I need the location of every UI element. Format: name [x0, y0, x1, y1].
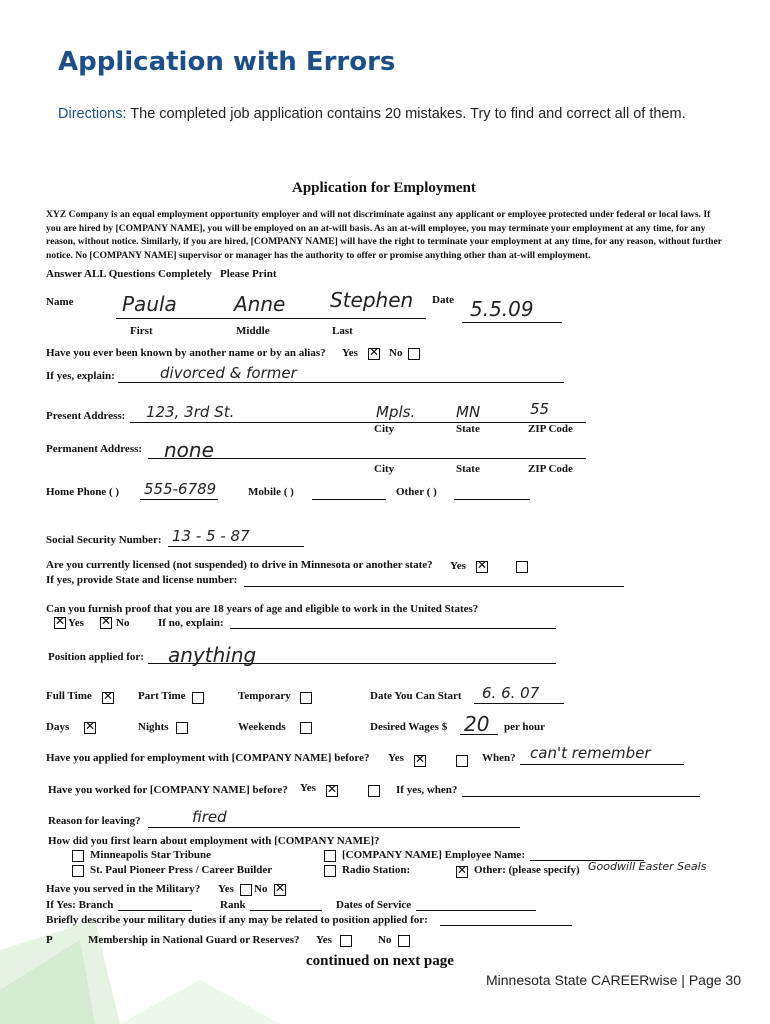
proof-explain-line[interactable] — [230, 628, 556, 629]
page-title: Application with Errors — [58, 47, 396, 77]
reason-line[interactable] — [148, 827, 520, 828]
if-yes-when-line[interactable] — [462, 796, 700, 797]
answer-all: Answer ALL Questions Completely Please Print — [46, 268, 277, 280]
per-hour-label: per hour — [504, 721, 546, 733]
name-middle-value: Anne — [234, 292, 286, 316]
alias-no-checkbox[interactable] — [408, 348, 420, 360]
src-employee-label: [COMPANY NAME] Employee Name: — [342, 849, 525, 861]
worked-no-checkbox[interactable] — [368, 785, 380, 797]
src-radio-checkbox[interactable] — [324, 865, 336, 877]
when-label: When? — [482, 752, 516, 764]
present-city-value: Mpls. — [376, 403, 416, 421]
middle-label: Middle — [236, 325, 270, 337]
city-label: City — [374, 423, 395, 435]
present-address-label: Present Address: — [46, 410, 126, 422]
reason-value: fired — [192, 808, 227, 826]
guard-prefix: P — [46, 934, 53, 946]
mobile-line[interactable] — [312, 499, 386, 500]
military-no-checkbox[interactable] — [274, 884, 286, 896]
temporary-label: Temporary — [238, 690, 291, 702]
src-radio-label: Radio Station: — [342, 864, 411, 876]
name-first-value: Paula — [122, 292, 177, 316]
explain-line[interactable] — [118, 382, 564, 383]
first-label: First — [130, 325, 153, 337]
src-pioneer-label: St. Paul Pioneer Press / Career Builder — [90, 864, 273, 876]
name-label: Name — [46, 296, 74, 308]
alias-question: Have you ever been known by another name or by an alias? — [46, 347, 326, 359]
src-star-label: Minneapolis Star Tribune — [90, 849, 212, 861]
proof-no-checkbox[interactable] — [100, 617, 112, 629]
worked-yes-checkbox[interactable] — [326, 785, 338, 797]
state-label-2: State — [456, 463, 480, 475]
weekends-label: Weekends — [238, 721, 286, 733]
ssn-line[interactable] — [168, 546, 304, 547]
form-title: Application for Employment — [292, 180, 476, 196]
full-time-checkbox[interactable] — [102, 692, 114, 704]
nights-label: Nights — [138, 721, 169, 733]
last-label: Last — [332, 325, 353, 337]
military-question: Have you served in the Military? — [46, 883, 201, 895]
proof-explain-label: If no, explain: — [158, 617, 224, 629]
alias-yes-checkbox[interactable] — [368, 348, 380, 360]
license-line[interactable] — [244, 586, 624, 587]
src-other-value: Goodwill Easter Seals — [588, 860, 707, 873]
src-employee-checkbox[interactable] — [324, 850, 336, 862]
present-address-value: 123, 3rd St. — [146, 403, 235, 421]
worked-before-question: Have you worked for [COMPANY NAME] before? — [48, 784, 288, 796]
military-yes-label: Yes — [218, 883, 234, 895]
permanent-address-value: none — [164, 438, 214, 462]
worked-yes-label: Yes — [300, 782, 316, 794]
proof-no-label: No — [116, 617, 130, 629]
home-phone-line[interactable] — [140, 499, 218, 500]
proof-question: Can you furnish proof that you are 18 years of age and eligible to work in the United States? — [46, 603, 479, 615]
applied-before-question: Have you applied for employment with [COMPANY NAME] before? — [46, 752, 370, 764]
guard-yes-label: Yes — [316, 934, 332, 946]
weekends-checkbox[interactable] — [300, 722, 312, 734]
src-star-checkbox[interactable] — [72, 850, 84, 862]
license-no-checkbox[interactable] — [516, 561, 528, 573]
license-yes-label: Yes — [450, 560, 466, 572]
branch-line[interactable] — [118, 910, 192, 911]
date-start-value: 6. 6. 07 — [482, 684, 540, 702]
rank-label: Rank — [220, 899, 246, 911]
explain-label: If yes, explain: — [46, 370, 115, 382]
permanent-address-label: Permanent Address: — [46, 443, 143, 455]
alias-yes-label: Yes — [342, 347, 358, 359]
continued-text: continued on next page — [306, 953, 454, 969]
zip-label-2: ZIP Code — [528, 463, 573, 475]
service-line[interactable] — [416, 910, 536, 911]
learn-question: How did you first learn about employment with [COMPANY NAME]? — [48, 835, 380, 847]
present-state-value: MN — [456, 403, 481, 421]
proof-yes-label: Yes — [68, 617, 84, 629]
date-value: 5.5.09 — [470, 297, 534, 321]
reason-label: Reason for leaving? — [48, 815, 141, 827]
name-last-value: Stephen — [330, 288, 414, 312]
ssn-label: Social Security Number: — [46, 534, 162, 546]
wages-value: 20 — [464, 712, 490, 736]
home-phone-value: 555-6789 — [144, 480, 217, 498]
other-phone-label: Other ( ) — [396, 486, 437, 498]
wages-label: Desired Wages $ — [370, 721, 448, 733]
date-start-label: Date You Can Start — [370, 690, 462, 702]
days-checkbox[interactable] — [84, 722, 96, 734]
service-label: Dates of Service — [336, 899, 412, 911]
military-yes-checkbox[interactable] — [240, 884, 252, 896]
license-yes-checkbox[interactable] — [476, 561, 488, 573]
applied-yes-checkbox[interactable] — [414, 755, 426, 767]
applied-no-checkbox[interactable] — [456, 755, 468, 767]
if-yes-when-label: If yes, when? — [396, 784, 458, 796]
proof-yes-checkbox[interactable] — [54, 617, 66, 629]
rank-line[interactable] — [250, 910, 322, 911]
license-provide-label: If yes, provide State and license number: — [46, 574, 238, 586]
nights-checkbox[interactable] — [176, 722, 188, 734]
directions-text: The completed job application contains 20 mistakes. Try to find and correct all of them. — [130, 106, 686, 122]
guard-no-checkbox[interactable] — [398, 935, 410, 947]
page-footer: Minnesota State CAREERwise | Page 30 — [486, 972, 741, 988]
when-line[interactable] — [520, 764, 684, 765]
license-question: Are you currently licensed (not suspended) to drive in Minnesota or another state? — [46, 559, 433, 571]
src-pioneer-checkbox[interactable] — [72, 865, 84, 877]
position-label: Position applied for: — [48, 651, 144, 663]
when-value: can't remember — [530, 744, 651, 762]
date-label: Date — [432, 294, 454, 306]
src-other-checkbox[interactable] — [456, 866, 468, 878]
guard-no-label: No — [378, 934, 392, 946]
duties-line[interactable] — [440, 925, 572, 926]
guard-question: Membership in National Guard or Reserves? — [88, 934, 300, 946]
days-label: Days — [46, 721, 70, 733]
other-phone-line[interactable] — [454, 499, 530, 500]
src-other-label: Other: (please specify) — [474, 864, 580, 876]
present-address-line[interactable] — [130, 422, 586, 423]
full-time-label: Full Time — [46, 690, 92, 702]
alias-no-label: No — [389, 347, 403, 359]
present-zip-value: 55 — [530, 400, 550, 418]
name-line[interactable] — [116, 318, 426, 319]
duties-label: Briefly describe your military duties if any may be related to position applied for: — [46, 914, 428, 926]
position-value: anything — [168, 643, 257, 667]
applied-yes-label: Yes — [388, 752, 404, 764]
guard-yes-checkbox[interactable] — [340, 935, 352, 947]
directions — [58, 104, 698, 124]
mobile-label: Mobile ( ) — [248, 486, 294, 498]
branch-label: If Yes: Branch — [46, 899, 114, 911]
city-label-2: City — [374, 463, 395, 475]
temporary-checkbox[interactable] — [300, 692, 312, 704]
part-time-label: Part Time — [138, 690, 186, 702]
state-label: State — [456, 423, 480, 435]
part-time-checkbox[interactable] — [192, 692, 204, 704]
date-start-line[interactable] — [474, 703, 564, 704]
home-phone-label: Home Phone ( ) — [46, 486, 120, 498]
form-intro: XYZ Company is an equal employment opportunity employer and will not discriminate against any applicant or employee protected under federal or local laws. If you are hired by [COMPANY NAME], you will be employed on an at-will basis. As an at-will employee, you may terminate your employment at any time, for any reason, without notice. Similarly, if you are hired, [COMPANY NAME] will have the right to terminate your employment at any time, for any reason, without further notice. No [COMPANY NAME] supervisor or manager has the authority to offer or promise anything other than at-will employment. — [46, 209, 722, 261]
military-no-label: No — [254, 883, 268, 895]
zip-label: ZIP Code — [528, 423, 573, 435]
date-line[interactable] — [462, 322, 562, 323]
explain-value: divorced & former — [160, 364, 297, 382]
directions-label: Directions: — [58, 106, 127, 122]
ssn-value: 13 - 5 - 87 — [172, 527, 250, 545]
